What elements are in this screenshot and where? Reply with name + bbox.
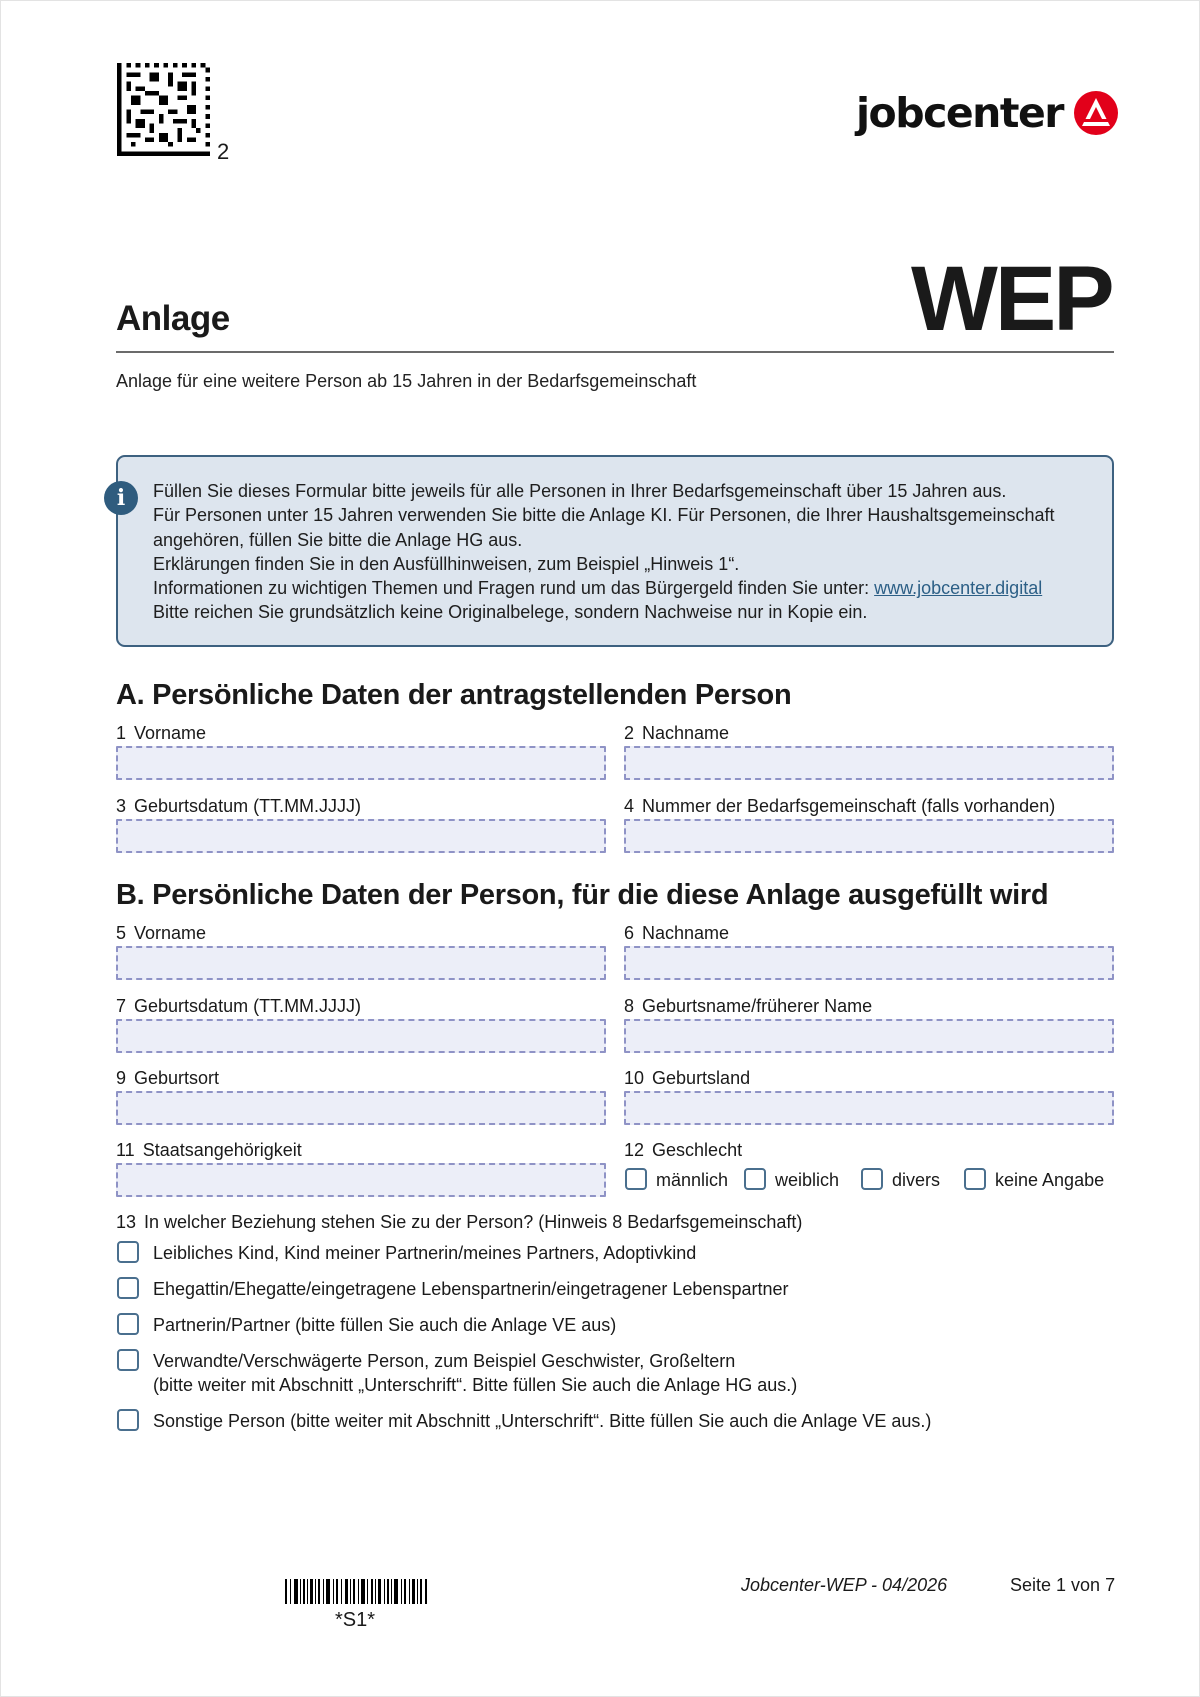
info-line: Erklärungen finden Sie in den Ausfüllhinweisen, zum Beispiel „Hinweis 1“.: [153, 553, 740, 574]
birthname-field[interactable]: [624, 1019, 1114, 1053]
person-lastname-field[interactable]: [624, 946, 1114, 980]
person-birthdate-field[interactable]: [116, 1019, 606, 1053]
gender-diverse-checkbox[interactable]: [861, 1168, 883, 1190]
field-label: 7 Geburtsdatum (TT.MM.JJJJ): [116, 996, 362, 1016]
relation-option-note: (bitte weiter mit Abschnitt „Unterschrift“. Bitte füllen Sie auch die Anlage HG aus.): [153, 1375, 798, 1395]
barcode-text: *S1*: [335, 1609, 376, 1631]
relation-option-label: Sonstige Person (bitte weiter mit Abschnitt „Unterschrift“. Bitte füllen Sie auch die Anlage VE aus.): [153, 1411, 932, 1431]
form-subtitle: Anlage für eine weitere Person ab 15 Jahren in der Bedarfsgemeinschaft: [116, 371, 697, 391]
relation-child-checkbox[interactable]: [117, 1241, 139, 1263]
field-label: 4 Nummer der Bedarfsgemeinschaft (falls vorhanden): [624, 796, 1056, 816]
field-label: 9 Geburtsort: [116, 1068, 220, 1088]
jobcenter-logo: [856, 89, 1119, 137]
header-divider: [116, 351, 1114, 353]
gender-option-label: weiblich: [775, 1170, 840, 1190]
applicant-lastname-field[interactable]: [624, 746, 1114, 780]
applicant-birthdate-field[interactable]: [116, 819, 606, 853]
info-line: Für Personen unter 15 Jahren verwenden Sie bitte die Anlage KI. Für Personen, die Ihrer Haushaltsgemeinschaft: [153, 505, 1055, 526]
info-line: Bitte reichen Sie grundsätzlich keine Originalbelege, sondern Nachweise nur in Kopie ein.: [153, 602, 868, 623]
gender-option-label: männlich: [656, 1170, 729, 1190]
form-title: Anlage: [116, 299, 230, 338]
field-label: 5 Vorname: [116, 923, 207, 943]
field-label: 11 Staatsangehörigkeit: [116, 1140, 302, 1160]
field-label: 3 Geburtsdatum (TT.MM.JJJJ): [116, 796, 362, 816]
qr-page-number: 2: [217, 139, 230, 164]
field-label: 8 Geburtsname/früherer Name: [624, 996, 873, 1016]
logo-text: jobcenter: [856, 89, 1063, 137]
applicant-firstname-field[interactable]: [116, 746, 606, 780]
page-number: Seite 1 von 7: [1010, 1575, 1116, 1595]
gender-option-label: keine Angabe: [995, 1170, 1105, 1190]
info-icon: i: [104, 481, 138, 515]
relation-spouse-checkbox[interactable]: [117, 1277, 139, 1299]
gender-male-checkbox[interactable]: [625, 1168, 647, 1190]
person-firstname-field[interactable]: [116, 946, 606, 980]
relation-option-label: Ehegattin/Ehegatte/eingetragene Lebenspartnerin/eingetragener Lebenspartner: [153, 1279, 789, 1299]
info-line-text: Informationen zu wichtigen Themen und Fragen rund um das Bürgergeld finden Sie unter:: [153, 578, 875, 599]
gender-female-checkbox[interactable]: [744, 1168, 766, 1190]
data-matrix-code: [116, 63, 211, 156]
field-label: 10 Geburtsland: [624, 1068, 751, 1088]
jobcenter-digital-link[interactable]: www.jobcenter.digital: [874, 578, 1043, 599]
relation-option-label: Leibliches Kind, Kind meiner Partnerin/meines Partners, Adoptivkind: [153, 1243, 697, 1263]
nationality-field[interactable]: [116, 1163, 606, 1197]
relation-other-checkbox[interactable]: [117, 1409, 139, 1431]
section-a-title: A. Persönliche Daten der antragstellenden Person: [116, 679, 792, 711]
info-line: [153, 576, 1093, 600]
section-b-title: B. Persönliche Daten der Person, für die diese Anlage ausgefüllt wird: [116, 879, 1049, 911]
relation-option-label: Verwandte/Verschwägerte Person, zum Beispiel Geschwister, Großeltern: [153, 1351, 736, 1371]
gender-option-label: divers: [892, 1170, 941, 1190]
field-label: 6 Nachname: [624, 923, 730, 943]
relation-option-label: Partnerin/Partner (bitte füllen Sie auch die Anlage VE aus): [153, 1315, 617, 1335]
agency-logo-icon: [1073, 90, 1119, 136]
relation-partner-checkbox[interactable]: [117, 1313, 139, 1335]
info-line: Füllen Sie dieses Formular bitte jeweils für alle Personen in Ihrer Bedarfsgemeinschaft über 15 Jahren aus.: [153, 481, 1007, 501]
birthcountry-field[interactable]: [624, 1091, 1114, 1125]
birthplace-field[interactable]: [116, 1091, 606, 1125]
gender-none-checkbox[interactable]: [964, 1168, 986, 1190]
info-line: angehören, füllen Sie bitte die Anlage HG aus.: [153, 529, 523, 550]
gender-label: 12 Geschlecht: [624, 1140, 743, 1160]
bg-number-field[interactable]: [624, 819, 1114, 853]
info-text: [153, 479, 1093, 625]
field-label: 2 Nachname: [624, 723, 730, 743]
barcode: [285, 1579, 427, 1604]
field-label: 1 Vorname: [116, 723, 207, 743]
relation-relative-checkbox[interactable]: [117, 1349, 139, 1371]
form-code: WEP: [911, 248, 1112, 350]
relation-question: 13 In welcher Beziehung stehen Sie zu der Person? (Hinweis 8 Bedarfsgemeinschaft): [116, 1212, 803, 1232]
form-identifier: Jobcenter-WEP - 04/2026: [741, 1575, 948, 1595]
